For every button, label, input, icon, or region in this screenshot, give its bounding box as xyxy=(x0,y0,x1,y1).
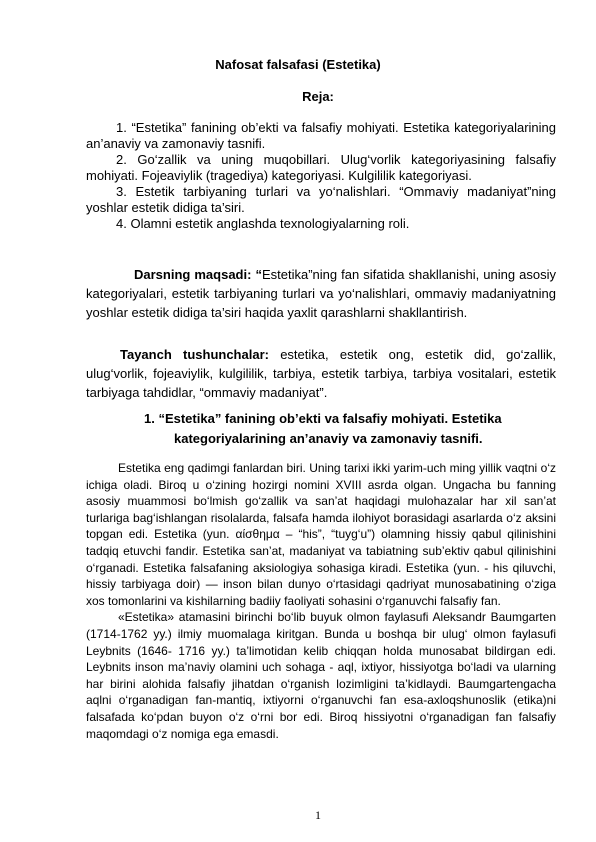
plan-list xyxy=(86,120,556,232)
page-number: 1 xyxy=(315,808,321,822)
body-paragraph-1: Estetika eng qadimgi fanlardan biri. Uning tarixi ikki yarim-uch ming yillik vaqtni o‘z ichiga oladi. Biroq u o‘zining hozirgi nomini XVIII asrda olgan. Ungacha bu fanning asosiy muammosi bo‘lmish go‘zallik va san’at haqidagi mulohazalar har xil san’at turlariga bag‘ishlangan risolalarda, falsafa hamda ilohiyot borasidagi asarlarda o‘z aksini topgan edi. Estetika (yun. αίσθημα – “his”, “tuyg‘u”) olamning hissiy qabul qilinishini tadqiq etuvchi fandir. Estetika san’at, madaniyat va tabiatning sub’ektiv qabul qilinishini o‘rganadi. Estetika falsafaning aksiologiya sohasiga kiradi. Estetika (yun. - his qiluvchi, hissiy tarbiyaga doir) — inson bilan dunyo o‘rtasidagi qadriyat munosabatining o‘ziga xos tomonlarini va kishilarning badiiy faoliyati sohasini o‘rganuvchi falsafiy fan. xyxy=(86,461,556,608)
plan-heading: Reja: xyxy=(302,89,334,104)
lesson-goal-paragraph xyxy=(86,265,556,322)
body-text xyxy=(86,460,556,742)
section-heading-line-2: kategoriyalarining an’anaviy va zamonaviy tasnifi. xyxy=(174,431,483,446)
plan-item-3: 3. Estetik tarbiyaning turlari va yo‘nalishlari. “Ommaviy madaniyat”ning yoshlar estetik didiga ta’siri. xyxy=(86,184,556,215)
section-heading xyxy=(86,409,556,449)
lesson-goal-text: Estetika”ning fan sifatida shakllanishi, uning asosiy kategoriyalari, estetik tarbiyaning turlari va yo‘nalishlari, ommaviy madaniyatning yoshlar estetik didiga ta’siri haqida yaxlit qarashlarni shakllantirish. xyxy=(86,267,556,320)
key-concepts-label: Tayanch tushunchalar: xyxy=(120,347,269,362)
body-paragraph-2: «Estetika» atamasini birinchi bo‘lib buyuk olmon faylasufi Aleksandr Baumgarten (1714-1762 yy.) ilmiy muomalaga kiritgan. Bunda u boshqa bir ulug‘ olmon faylasufi Leybnits (1646- 1716 yy.) ta’limotidan kelib chiqqan holda munosabat bildirgan edi. Leybnits inson ma’naviy olamini uch sohaga - aql, ixtiyor, hissiyotga bo‘ladi va ularning har birini alohida falsafiy jihatdan o‘rganish lozimligini ta’kidlaydi. Baumgartengacha aqlni o‘rganadigan fan-mantiq, ixtiyorni o‘rganuvchi fan esa-axloqshunoslik (etika)ni falsafada ko‘pdan buyon o‘z o‘rni bor edi. Biroq hissiyotni o‘rganadigan fan falsafiy maqomdagi o‘z nomiga ega emasdi. xyxy=(86,610,556,741)
plan-item-4: 4. Olamni estetik anglashda texnologiyalarning roli. xyxy=(116,216,410,231)
section-heading-line-1: 1. “Estetika” fanining ob’ekti va falsafiy mohiyati. Estetika xyxy=(144,411,502,426)
document-title: Nafosat falsafasi (Estetika) xyxy=(215,57,381,72)
key-concepts-paragraph xyxy=(86,345,556,402)
plan-item-1: 1. “Estetika” fanining ob’ekti va falsafiy mohiyati. Estetika kategoriyalarining an’anaviy va zamonaviy tasnifi. xyxy=(86,120,556,151)
key-concepts-text: estetika, estetik ong, estetik did, go‘zallik, ulug‘vorlik, fojeaviylik, kulgililik, tarbiya, estetik tarbiya, tarbiya vositalari, estetik tarbiyaga tahdidlar, “ommaviy madaniyat”. xyxy=(86,347,556,400)
lesson-goal-label: Darsning maqsadi: “ xyxy=(134,267,262,282)
plan-item-2: 2. Go‘zallik va uning muqobillari. Ulug‘vorlik kategoriyasining falsafiy mohiyati. Fojeaviylik (tragediya) kategoriyasi. Kulgililik kategoriyasi. xyxy=(86,152,556,183)
